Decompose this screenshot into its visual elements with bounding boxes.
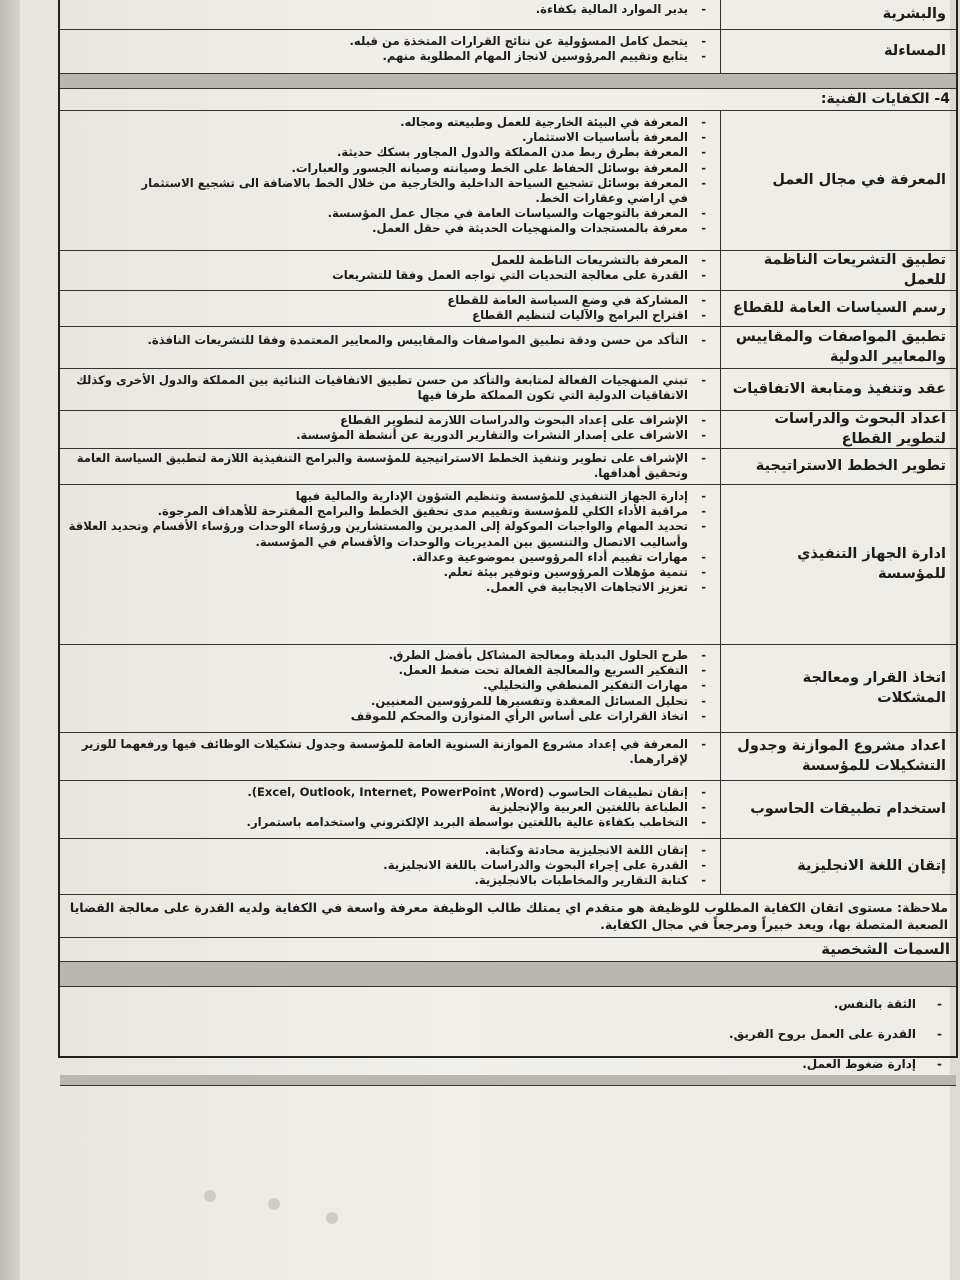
list-item: - يدير الموارد المالية بكفاءة. (66, 2, 710, 17)
list-item: - اتخاذ القرارات على أساس الرأي المتوازن والمحكم للموقف (66, 709, 710, 724)
page-shadow (0, 0, 20, 1280)
punch-hole (268, 1198, 280, 1210)
list-item: - تنمية مؤهلات المرؤوسين وتوفير بيئة تعلم. (66, 565, 710, 580)
row-label: اعداد البحوث والدراسات لتطوير القطاع (720, 411, 956, 448)
list-item: - تبني المنهجيات الفعالة لمتابعة والتأكد من حسن تطبيق الاتفاقيات الثنائية بين المملكة والدول الأخرى وكذلك الاتفاقيات الدولية التي تكون المملكة طرفا فيها (66, 373, 710, 403)
row-label: إتقان اللغة الانجليزية (720, 839, 956, 894)
list-item: في اراضي وعقارات الخط. (535, 191, 688, 206)
row-budget (60, 733, 956, 781)
list-item: - مهارات التفكير المنطقي والتحليلي. (66, 678, 710, 693)
list-item: - الإشراف على إعداد البحوث والدراسات اللازمة لتطوير القطاع (66, 413, 710, 428)
list-item: - المعرفة بالتوجهات والسياسات العامة في مجال عمل المؤسسة. (66, 206, 710, 221)
row-label: استخدام تطبيقات الحاسوب (720, 781, 956, 838)
row-label: اتخاذ القرار ومعالجة المشكلات (720, 645, 956, 732)
list-item: - المعرفة في البيئة الخارجية للعمل وطبيعته ومجاله. (66, 115, 710, 130)
row-accountability (60, 30, 956, 74)
row-label: رسم السياسات العامة للقطاع (720, 291, 956, 326)
row-label: عقد وتنفيذ ومتابعة الاتفاقيات (720, 369, 956, 410)
row-human-resources (60, 0, 956, 30)
row-executive (60, 485, 956, 645)
list-item: - التخاطب بكفاءة عالية باللغتين بواسطة البريد الإلكتروني واستخدامه باستمرار. (66, 815, 710, 830)
row-knowledge (60, 111, 956, 251)
row-computer (60, 781, 956, 839)
row-label: ادارة الجهاز التنفيذي للمؤسسة (720, 485, 956, 644)
row-agreements (60, 369, 956, 411)
punch-hole (326, 1212, 338, 1224)
list-item: - المعرفة بأساسيات الاستثمار. (66, 130, 710, 145)
list-item: - الاشراف على إصدار النشرات والتقارير الدورية عن أنشطة المؤسسة. (66, 428, 710, 443)
row-legislation (60, 251, 956, 291)
list-item: - المعرفة بطرق ربط مدن المملكة والدول المجاور بسكك حديثة. (66, 145, 710, 160)
list-item: - مراقبة الأداء الكلي للمؤسسة وتقييم مدى تحقيق الخطط والبرامج المقترحة للأهداف المرجوة. (66, 504, 710, 519)
list-item: - التأكد من حسن ودقة تطبيق المواصفات والمقاييس والمعايير المعتمدة وفقا للتشريعات النافذة. (66, 333, 710, 348)
row-label: تطبيق المواصفات والمقاييس والمعايير الدولية (720, 327, 956, 368)
section-title: 4- الكفايات الفنية: (60, 89, 956, 111)
list-item: - إتقان تطبيقات الحاسوب (Excel, Outlook, Internet, PowerPoint ,Word). (66, 785, 710, 800)
list-item: - طرح الحلول البديلة ومعالجة المشاكل بأفضل الطرق. (66, 648, 710, 663)
list-item: - التفكير السريع والمعالجة الفعالة تحت ضغط العمل. (66, 663, 710, 678)
grey-band (60, 962, 956, 987)
list-item: - الثقة بالنفس. (60, 989, 956, 1019)
personal-traits-title: السمات الشخصية (60, 938, 956, 962)
list-item: - الطباعة باللغتين العربية والإنجليزية (66, 800, 710, 815)
list-item: - المعرفة بوسائل الحفاظ على الخط وصيانته وصيانه الجسور والعبارات. (66, 161, 710, 176)
row-label: المعرفة في مجال العمل (720, 111, 956, 250)
row-standards (60, 327, 956, 369)
list-item: - تعزيز الاتجاهات الايجابية في العمل. (66, 580, 710, 595)
list-item: - إدارة الجهاز التنفيذي للمؤسسة وتنظيم الشؤون الإدارية والمالية فيها (66, 489, 710, 504)
list-item: - إدارة ضغوط العمل. (60, 1049, 956, 1079)
row-label: تطبيق التشريعات الناظمة للعمل (720, 251, 956, 290)
list-item: - معرفة بالمستجدات والمنهجيات الحديثة في حقل العمل. (66, 221, 710, 236)
list-item: - اقتراح البرامج والآليات لتنظيم القطاع (66, 308, 710, 323)
row-strategy (60, 449, 956, 485)
list-item: - المعرفة في إعداد مشروع الموازنة السنوية العامة للمؤسسة وجدول تشكيلات الوظائف فيها ورفعهما للوزير لإقرارهما. (66, 737, 710, 767)
list-item: - تحليل المسائل المعقدة وتفسيرها للمرؤوسين المعنيين. (66, 694, 710, 709)
list-item: - القدرة على إجراء البحوث والدراسات باللغة الانجليزية. (66, 858, 710, 873)
list-item: - المعرفة بالتشريعات الناظمة للعمل (66, 253, 710, 268)
personal-traits-list (60, 989, 956, 1075)
list-item: - المعرفة بوسائل تشجيع السياحة الداخلية والخارجية من خلال الخط بالاضافة الى تشجيع الاستثمار (66, 176, 710, 191)
punch-hole (204, 1190, 216, 1202)
list-item: - القدرة على معالجة التحديات التي تواجه العمل وفقا للتشريعات (66, 268, 710, 283)
row-label: اعداد مشروع الموازنة وجدول التشكيلات للمؤسسة (720, 733, 956, 780)
list-item: - مهارات تقييم أداء المرؤوسين بموضوعية وعدالة. (66, 550, 710, 565)
row-label: تطوير الخطط الاستراتيجية (720, 449, 956, 484)
competency-note: ملاحظة: مستوى اتقان الكفاية المطلوب للوظيفة هو متقدم اي يمتلك طالب الوظيفة معرفة واسعة في الكفاية ولديه القدرة على معالجة القضايا الصعبة المتصلة بها، ويعد خبيراً ومرجعاً في مجال الكفاية. (60, 895, 956, 938)
list-item: - إتقان اللغة الانجليزية محادثة وكتابة. (66, 843, 710, 858)
row-label: المساءلة (720, 30, 956, 73)
document-sheet (20, 0, 950, 1280)
list-item: - يتحمل كامل المسؤولية عن نتائج القرارات المتخذة من قبله. (66, 34, 710, 49)
grey-band (60, 74, 956, 89)
list-item: - القدرة على العمل بروح الفريق. (60, 1019, 956, 1049)
row-research (60, 411, 956, 449)
competency-table (58, 0, 958, 1071)
list-item: - تحديد المهام والواجبات الموكولة إلى المديرين والمستشارين ورؤساء الوحدات ورؤساء الأقسام وتحديد العلاقة وأساليب الاتصال والتنسيق بين المديريات والوحدات والأقسام في المؤسسة. (66, 519, 710, 549)
list-item: - الإشراف على تطوير وتنفيذ الخطط الاستراتيجية للمؤسسة والبرامج التنفيذية اللازمة لتطبيق السياسة العامة وتحقيق أهدافها. (66, 451, 710, 481)
row-policies (60, 291, 956, 327)
row-label: والبشرية (720, 0, 956, 29)
row-decisions (60, 645, 956, 733)
list-item: - كتابة التقارير والمخاطبات بالانجليزية. (66, 873, 710, 888)
row-english (60, 839, 956, 895)
list-item: - المشاركة في وضع السياسة العامة للقطاع (66, 293, 710, 308)
list-item: - يتابع وتقييم المرؤوسين لانجاز المهام المطلوبة منهم. (66, 49, 710, 64)
